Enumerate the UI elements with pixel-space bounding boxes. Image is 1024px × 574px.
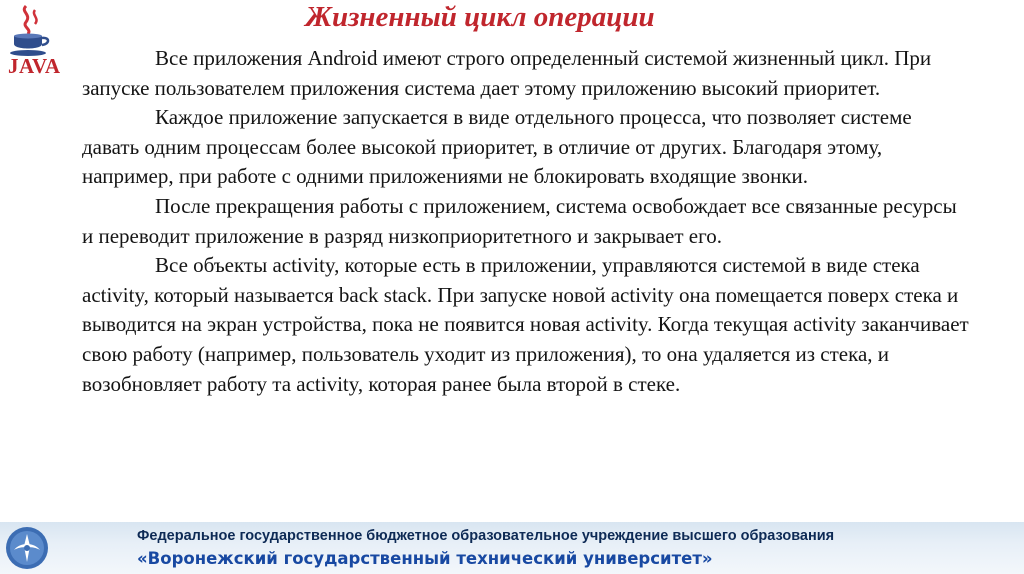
footer-bar (0, 522, 1024, 574)
footer-institution-type: Федеральное государственное бюджетное образовательное учреждение высшего образования (137, 528, 835, 544)
slide-title: Жизненный цикл операции (305, 1, 655, 33)
slide-body (82, 44, 972, 399)
paragraph: После прекращения работы с приложением, система освобождает все связанные ресурсы и переводит приложение в разряд низкоприоритетного и закрывает его. (82, 193, 957, 248)
footer-university-name: «Воронежский государственный технический университет» (137, 549, 713, 568)
paragraph: Все приложения Android имеют строго определенный системой жизненный цикл. При запуске пользователем приложения система дает этому приложению высокий приоритет. (82, 46, 932, 100)
paragraph: Каждое приложение запускается в виде отдельного процесса, что позволяет системе давать одним процессам более высокой приоритет, в отличие от других. Благодаря этому, например, при работе с одними приложениями не блокировать входящие звонки. (82, 105, 912, 189)
university-emblem-icon (4, 524, 50, 572)
paragraph: Все объекты activity, которые есть в приложении, управляются системой в виде стека activity, который называется back stack. При запуске новой activity она помещается поверх стека и выводится на экран устройства, пока не появится новая activity. Когда текущая activity заканчивает свою работу (например, пользователь уходит из приложения), то она удаляется из стека, и возобновляет работу та activity, которая ранее была второй в стеке. (82, 253, 969, 396)
java-logo-text: JAVA (8, 54, 61, 78)
